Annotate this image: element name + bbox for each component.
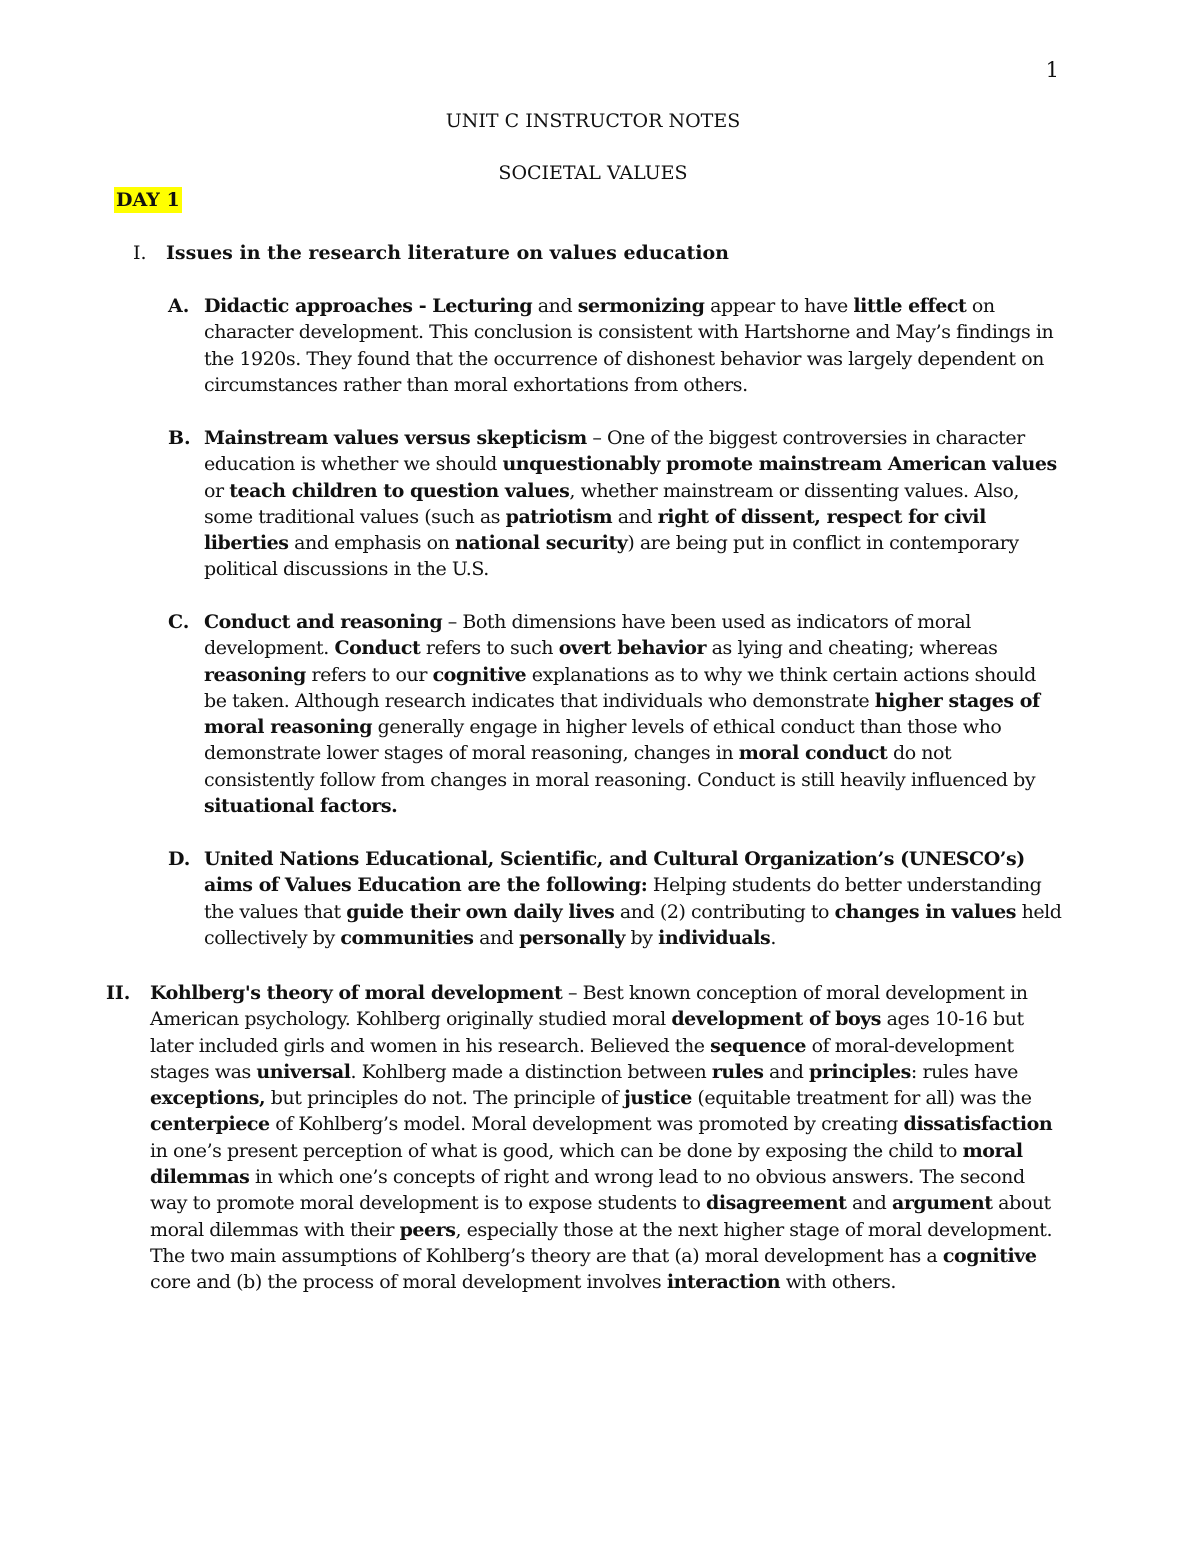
text-run: ages 10-16 but later included girls and women in his research. Believed the	[150, 1008, 1024, 1057]
bold-term: unquestionably promote mainstream American values	[502, 453, 1057, 476]
bold-term: changes in values	[834, 900, 1016, 923]
text-run: refers to our	[305, 663, 433, 686]
subsection-a	[168, 293, 1062, 398]
page-number: 1	[1045, 58, 1059, 82]
text-run: on character development. This conclusion is consistent with Hartshorne and May’s findings in the 1920s. They found that the occurrence of dishonest behavior was largely dependent on circumstances rather than moral exhortations from others.	[204, 295, 1054, 396]
bold-term: interaction	[666, 1271, 781, 1294]
bold-term: rules	[711, 1060, 764, 1083]
bold-term: exceptions,	[150, 1087, 266, 1110]
bold-term: Mainstream values versus skepticism	[204, 427, 587, 449]
text-run: do not consistently follow from changes in moral reasoning. Conduct is still heavily influenced by	[204, 742, 1036, 791]
bold-term: guide their own daily lives	[346, 900, 615, 923]
subsection-a-marker: A.	[168, 295, 190, 317]
bold-term: development of boys	[671, 1008, 882, 1031]
text-run: explanations as to why we think certain actions should be taken. Although research indicates that individuals who demonstrate	[204, 663, 1036, 712]
subsection-d	[168, 846, 1062, 951]
text-run: and	[532, 295, 578, 317]
bold-term: Conduct and reasoning	[204, 611, 443, 633]
bold-term: Kohlberg's theory of moral development	[150, 982, 563, 1004]
bold-term: right of dissent, respect for civil liberties	[204, 505, 986, 555]
text-run: appear to have	[704, 295, 854, 317]
bold-term: teach children to question values	[229, 479, 570, 502]
bold-term: personally	[519, 926, 625, 949]
text-run: . Kohlberg made a distinction between	[350, 1060, 712, 1083]
text-run: generally engage in higher levels of ethical conduct than those who demonstrate lower stages of moral reasoning, changes in	[204, 716, 1002, 765]
bold-term: little effect	[853, 295, 967, 317]
text-run: , whether mainstream or dissenting values. Also, some traditional values (such as	[204, 479, 1020, 528]
text-run: and emphasis on	[288, 532, 456, 555]
text-run: refers to such	[420, 637, 559, 660]
bold-term: argument	[891, 1192, 993, 1215]
bold-term: United Nations Educational, Scientific, and Cultural Organization’s (UNESCO’s) aims of Values Education are the following:	[204, 848, 1025, 897]
bold-term: universal	[256, 1060, 351, 1083]
text-run: in which one’s concepts of right and wrong lead to no obvious answers. The second way to promote moral development is to expose students to	[150, 1166, 1025, 1215]
text-run: by	[624, 926, 659, 949]
bold-term: Conduct	[334, 637, 421, 660]
bold-term: moral dilemmas	[150, 1139, 1023, 1189]
section-1	[133, 240, 1063, 266]
bold-term: communities	[340, 926, 474, 949]
text-run: core and (b) the process of moral development involves	[150, 1271, 667, 1294]
bold-term: overt behavior	[558, 637, 707, 660]
document-subtitle: SOCIETAL VALUES	[498, 162, 688, 184]
text-run: of Kohlberg’s model. Moral development was promoted by creating	[269, 1113, 904, 1136]
text-run: or	[204, 479, 230, 502]
bold-term: higher stages of moral reasoning	[204, 689, 1040, 739]
section-2	[106, 980, 1066, 1296]
text-run: ) are being put in conflict in contemporary political discussions in the U.S.	[204, 532, 1019, 581]
bold-term: sequence	[710, 1034, 806, 1057]
bold-term: cognitive	[432, 663, 527, 686]
text-run: held collectively by	[204, 900, 1062, 949]
bold-term: sermonizing	[577, 295, 705, 317]
bold-term: peers	[399, 1218, 456, 1241]
subsection-b	[168, 425, 1062, 583]
text-run: Helping students do better understanding the values that	[204, 874, 1042, 923]
day-label-highlighted: DAY 1	[116, 189, 180, 211]
text-run: (equitable treatment for all) was the	[691, 1087, 1032, 1110]
subsection-c	[168, 609, 1062, 819]
document-title: UNIT C INSTRUCTOR NOTES	[445, 110, 741, 132]
text-run: with others.	[780, 1271, 897, 1294]
bold-term: situational factors.	[204, 795, 398, 818]
text-run: but principles do not. The principle of	[265, 1087, 624, 1110]
section-1-marker: I.	[133, 242, 147, 264]
bold-term: reasoning	[204, 663, 306, 686]
subsection-b-marker: B.	[168, 427, 191, 449]
text-run: of moral-development stages was	[150, 1034, 1014, 1083]
text-run: : rules have	[910, 1060, 1018, 1083]
bold-term: patriotism	[505, 505, 613, 528]
text-run: as lying and cheating; whereas	[706, 637, 998, 660]
bold-term: principles	[809, 1060, 911, 1083]
section-2-text	[150, 980, 1066, 1296]
subsection-b-text	[204, 425, 1062, 583]
text-run: and (2) contributing to	[614, 900, 835, 923]
bold-term: cognitive	[942, 1244, 1037, 1267]
bold-term: national security	[455, 532, 628, 555]
section-1-heading: Issues in the research literature on values education	[166, 242, 729, 264]
subsection-d-marker: D.	[168, 848, 191, 870]
subsection-c-text	[204, 609, 1062, 819]
text-run: and	[473, 926, 520, 949]
bold-term: Didactic approaches - Lecturing	[204, 295, 533, 317]
bold-term: dissatisfaction	[903, 1113, 1053, 1136]
bold-term: justice	[623, 1087, 692, 1110]
bold-term: disagreement	[706, 1192, 847, 1215]
text-run: – One of the biggest controversies in character education is whether we should	[204, 427, 1025, 476]
text-run: and	[846, 1192, 892, 1215]
bold-term: individuals	[658, 926, 771, 949]
text-run: – Best known conception of moral development in American psychology. Kohlberg originally studied moral	[150, 982, 1028, 1031]
text-run: , especially those at the next higher stage of moral development. The two main assumptions of Kohlberg’s theory are that (a) moral development has a	[150, 1218, 1053, 1267]
section-2-marker: II.	[106, 982, 131, 1004]
bold-term: centerpiece	[150, 1113, 270, 1136]
bold-term: moral conduct	[738, 742, 888, 765]
text-run: and	[763, 1060, 809, 1083]
subsection-d-text	[204, 846, 1062, 951]
text-run: in one’s present perception of what is good, which can be done by exposing the child to	[150, 1139, 963, 1162]
subsection-a-text	[204, 293, 1062, 398]
text-run: about moral dilemmas with their	[150, 1192, 1051, 1241]
subsection-c-marker: C.	[168, 611, 190, 633]
text-run: – Both dimensions have been used as indicators of moral development.	[204, 611, 971, 660]
text-run: and	[612, 505, 658, 528]
text-run: .	[770, 926, 776, 949]
